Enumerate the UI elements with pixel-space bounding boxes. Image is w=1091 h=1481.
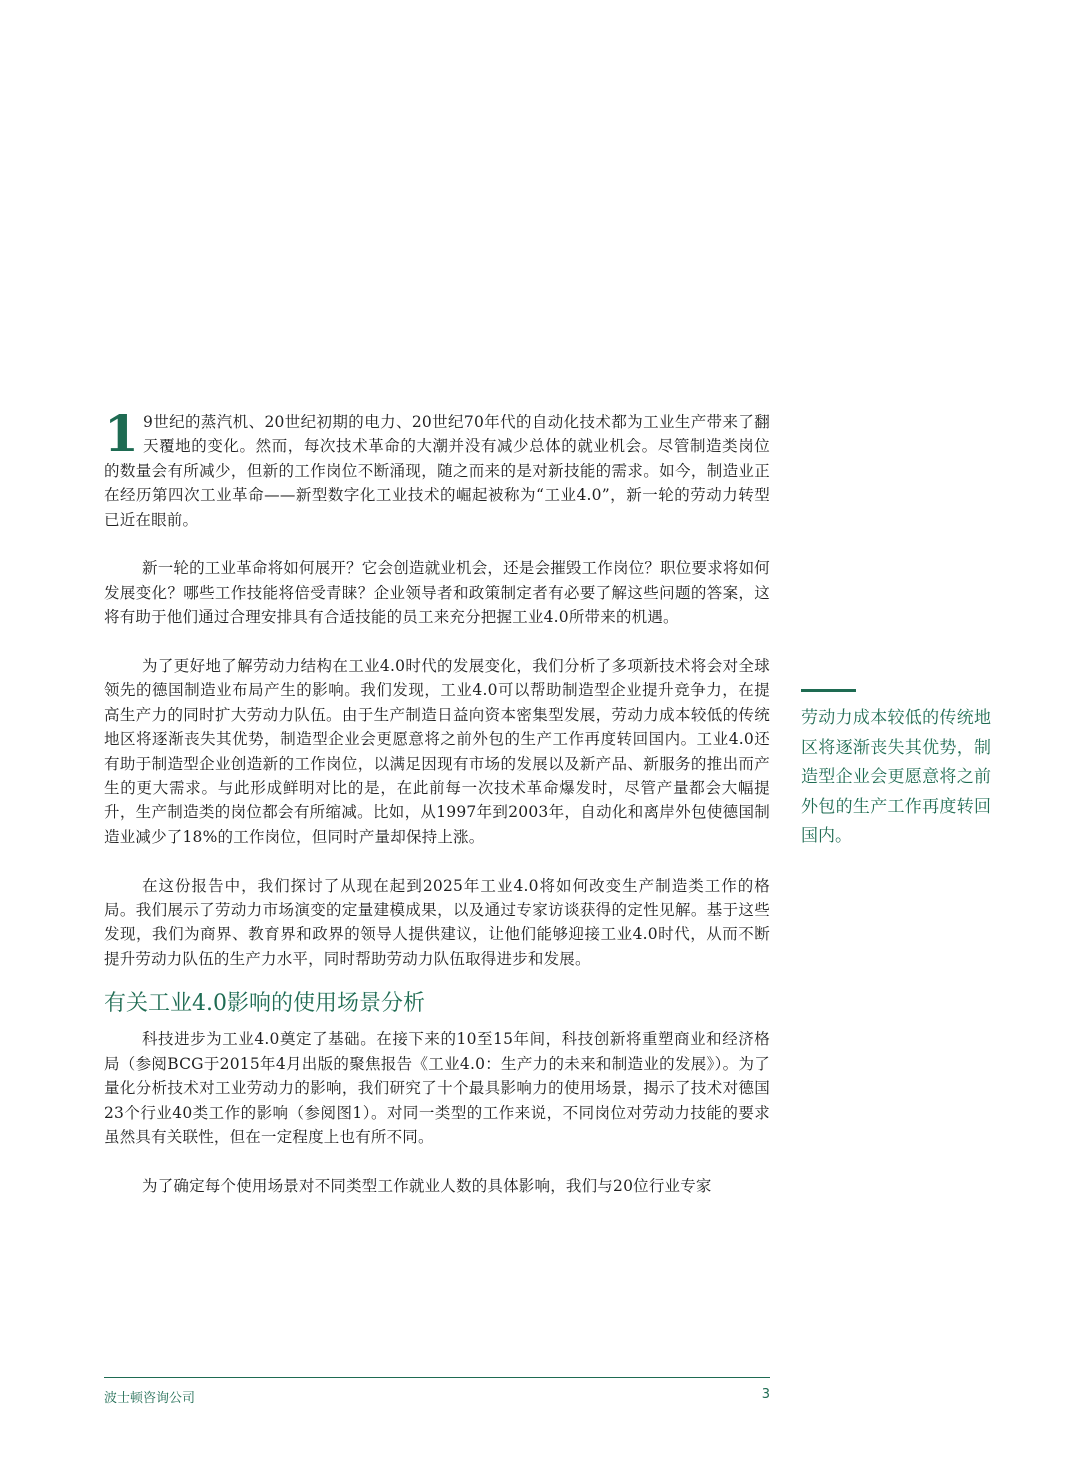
footer-company: 波士顿咨询公司 (104, 1391, 196, 1406)
paragraph-use-cases: 科技进步为工业4.0奠定了基础。在接下来的10至15年间，科技创新将重塑商业和经济格局（参阅BCG于2015年4月出版的聚焦报告《工业4.0：生产力的未来和制造业的发展》）。为了量化分析技术对工业劳动力的影响，我们研究了十个最具影响力的使用场景，揭示了技术对德国23个行业40类工作的影响（参阅图1）。对同一类型的工作来说，不同岗位对劳动力技能的要求虽然具有关联性，但在一定程度上也有所不同。 (104, 1030, 770, 1146)
page-number: 3 (761, 1387, 770, 1402)
paragraph-analysis: 为了更好地了解劳动力结构在工业4.0时代的发展变化，我们分析了多项新技术将会对全球领先的德国制造业布局产生的影响。我们发现，工业4.0可以帮助制造型企业提升竞争力，在提高生产力的同时扩大劳动力队伍。由于生产制造日益向资本密集型发展，劳动力成本较低的传统地区将逐渐丧失其优势，制造型企业会更愿意将之前外包的生产工作再度转回国内。工业4.0还有助于制造型企业创造新的工作岗位，以满足因现有市场的发展以及新产品、新服务的推出而产生的更大需求。与此形成鲜明对比的是，在此前每一次技术革命爆发时，尽管产量都会大幅提升，生产制造类的岗位都会有所缩减。比如，从1997年到2003年，自动化和离岸外包使德国制造业减少了18%的工作岗位，但同时产量却保持上涨。 (104, 657, 770, 846)
main-text-column (104, 404, 771, 1198)
sidebar-callout (801, 689, 991, 852)
paragraph-experts: 为了确定每个使用场景对不同类型工作就业人数的具体影响，我们与20位行业专家 (142, 1176, 712, 1195)
paragraph-questions: 新一轮的工业革命将如何展开？它会创造就业机会，还是会摧毁工作岗位？职位要求将如何发展变化？哪些工作技能将倍受青睐？企业领导者和政策制定者有必要了解这些问题的答案，这将有助于他们通过合理安排具有合适技能的员工来充分把握工业4.0所带来的机遇。 (104, 559, 771, 627)
section-heading: 有关工业4.0影响的使用场景分析 (104, 991, 425, 1017)
footer-divider (104, 1377, 770, 1378)
drop-cap: 1 (104, 404, 139, 463)
paragraph-report-scope: 在这份报告中，我们探讨了从现在起到2025年工业4.0将如何改变生产制造类工作的格局。我们展示了劳动力市场演变的定量建模成果，以及通过专家访谈获得的定性见解。基于这些发现，我们为商界、教育界和政界的领导人提供建议，让他们能够迎接工业4.0时代，从而不断提升劳动力队伍的生产力水平，同时帮助劳动力队伍取得进步和发展。 (104, 876, 770, 968)
sidebar-rule (801, 689, 856, 692)
paragraph-intro-text: 9世纪的蒸汽机、20世纪初期的电力、20世纪70年代的自动化技术都为工业生产带来了翻天覆地的变化。然而，每次技术革命的大潮并没有减少总体的就业机会。尽管制造类岗位的数量会有所减少，但新的工作岗位不断涌现，随之而来的是对新技能的需求。如今，制造业正在经历第四次工业革命——新型数字化工业技术的崛起被称为“工业4.0”，新一轮的劳动力转型已近在眼前。 (104, 413, 770, 529)
sidebar-quote: 劳动力成本较低的传统地区将逐渐丧失其优势，制造型企业会更愿意将之前外包的生产工作再度转回国内。 (801, 708, 991, 846)
paragraph-intro (104, 404, 770, 532)
